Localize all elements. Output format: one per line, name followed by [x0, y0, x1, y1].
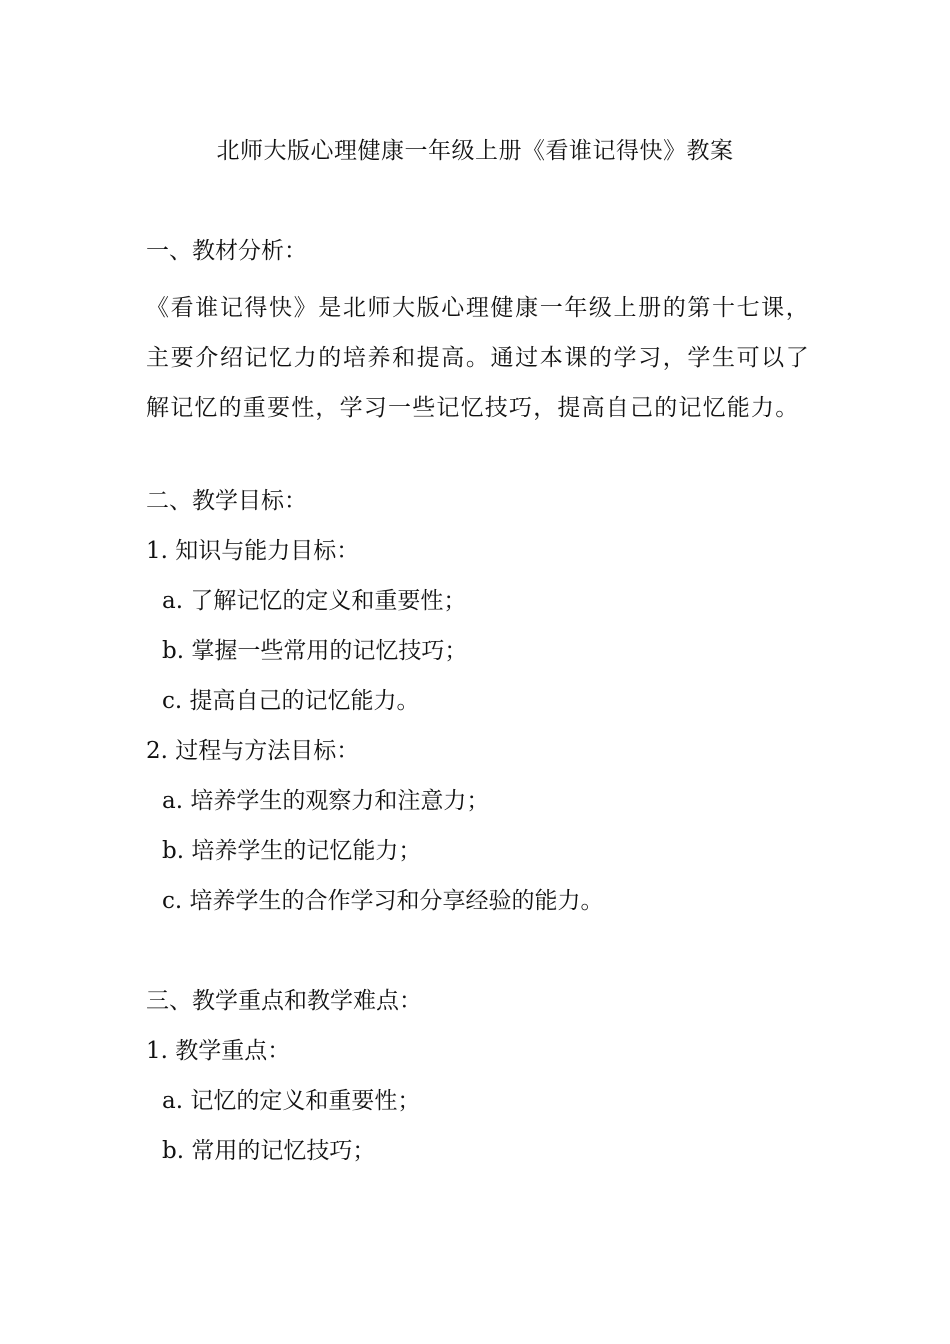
goal-2-item: c. 培养学生的合作学习和分享经验的能力。	[162, 888, 604, 914]
goal-1-item: a. 了解记忆的定义和重要性；	[162, 588, 467, 614]
key-point-1-item: b. 常用的记忆技巧；	[162, 1138, 376, 1164]
section-heading-analysis: 一、教材分析：	[146, 238, 307, 264]
goal-1-item: b. 掌握一些常用的记忆技巧；	[162, 638, 468, 664]
goal-1-label: 1. 知识与能力目标：	[146, 538, 360, 564]
goal-2-item: b. 培养学生的记忆能力；	[162, 838, 422, 864]
goal-2-label: 2. 过程与方法目标：	[146, 738, 360, 764]
goal-2-item: a. 培养学生的观察力和注意力；	[162, 788, 490, 814]
section-heading-goals: 二、教学目标：	[146, 488, 307, 514]
key-point-1-label: 1. 教学重点：	[146, 1038, 291, 1064]
key-point-1-item: a. 记忆的定义和重要性；	[162, 1088, 421, 1114]
goal-1-item: c. 提高自己的记忆能力。	[162, 688, 420, 714]
spacer	[146, 433, 810, 483]
spacer	[146, 933, 810, 983]
document-body	[146, 233, 810, 1183]
analysis-paragraph: 《看谁记得快》是北师大版心理健康一年级上册的第十七课，主要介绍记忆力的培养和提高。通过本课的学习，学生可以了解记忆的重要性，学习一些记忆技巧，提高自己的记忆能力。	[146, 295, 810, 421]
section-heading-key-points: 三、教学重点和教学难点：	[146, 988, 422, 1014]
document-title: 北师大版心理健康一年级上册《看谁记得快》教案	[216, 138, 734, 164]
